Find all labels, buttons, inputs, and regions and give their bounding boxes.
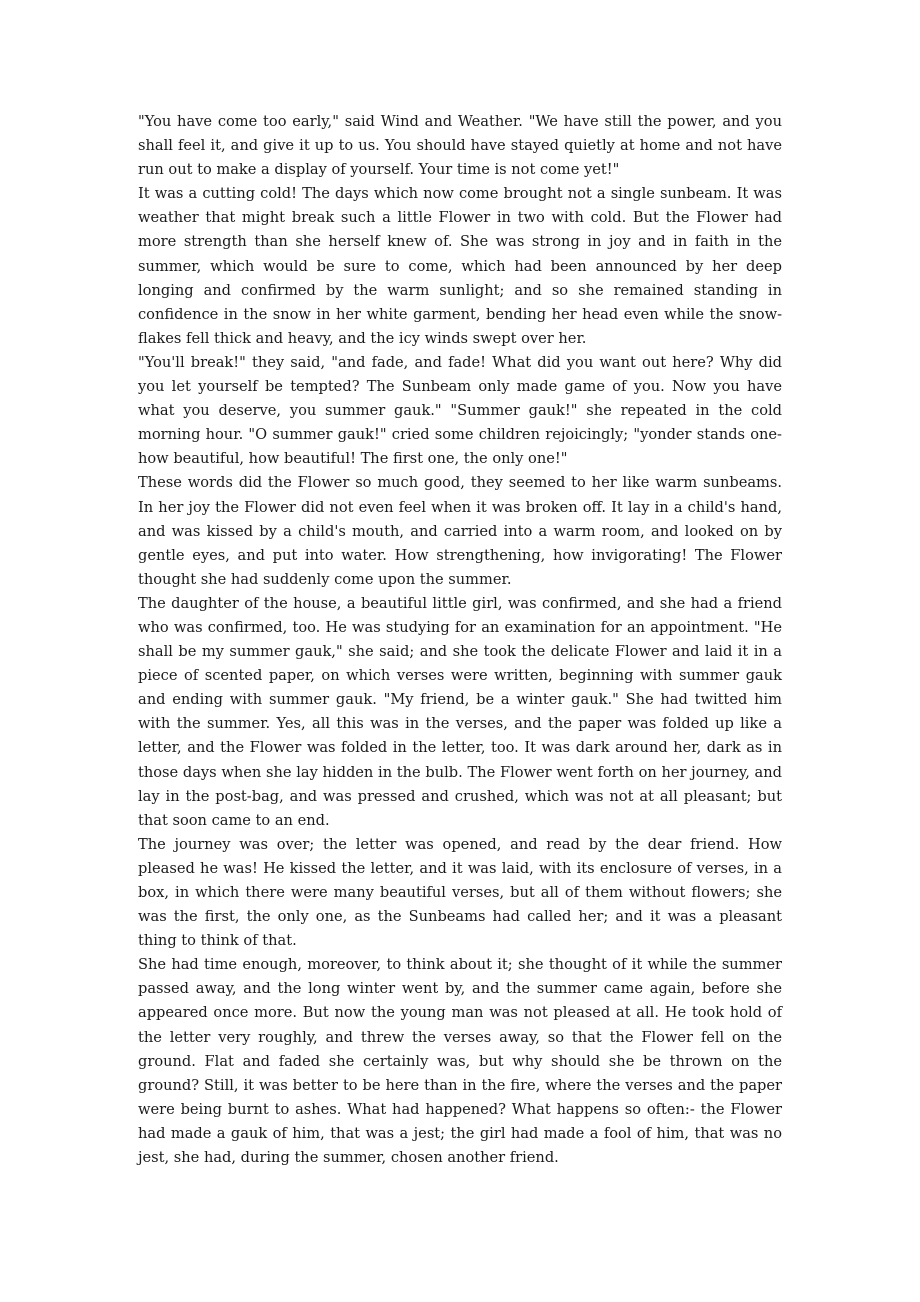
paragraph-youll-break: "You'll break!" they said, "and fade, and fade! What did you want out here? Why did you let yourself be tempted? The Sunbeam only made game of you. Now you have what you deserve, you summer gauk." "Summer gauk!" she repeated in the cold morning hour. "O summer gauk!" cried some children rejoicingly; "yonder stands one- how beautiful, how beautiful! The first one, the only one!" — [138, 353, 782, 468]
paragraph-time-enough: She had time enough, moreover, to think about it; she thought of it while the summer passed away, and the long winter went by, and the summer came again, before she appeared once more. But now the young man was not pleased at all. He took hold of the letter very roughly, and threw the verses away, so that the Flower fell on the ground. Flat and faded she certainly was, but why should she be thrown on the ground? Still, it was better to be here than in the fire, where the verses and the paper were being burnt to ashes. What had happened? What happens so often:- the Flower had made a gauk of him, that was a jest; the girl had made a fool of him, that was no jest, she had, during the summer, chosen another friend. — [138, 956, 782, 1167]
document-body — [138, 110, 782, 1170]
paragraph-daughter-of-house: The daughter of the house, a beautiful little girl, was confirmed, and she had a friend who was confirmed, too. He was studying for an examination for an appointment. "He shall be my summer gauk," she said; and she took the delicate Flower and laid it in a piece of scented paper, on which verses were written, beginning with summer gauk and ending with summer gauk. "My friend, be a winter gauk." She had twitted him with the summer. Yes, all this was in the verses, and the paper was folded up like a letter, and the Flower was folded in the letter, too. It was dark around her, dark as in those days when she lay hidden in the bulb. The Flower went forth on her journey, and lay in the post-bag, and was pressed and crushed, which was not at all pleasant; but that soon came to an end. — [138, 594, 782, 829]
paragraph-wind-and-weather: "You have come too early," said Wind and Weather. "We have still the power, and you shall feel it, and give it up to us. You should have stayed quietly at home and not have run out to make a display of yourself. Your time is not come yet!" — [138, 113, 782, 179]
paragraph-these-words: These words did the Flower so much good, they seemed to her like warm sunbeams. In her joy the Flower did not even feel when it was broken off. It lay in a child's hand, and was kissed by a child's mouth, and carried into a warm room, and looked on by gentle eyes, and put into water. How strengthening, how invigorating! The Flower thought she had suddenly come upon the summer. — [138, 474, 782, 588]
paragraph-cutting-cold: It was a cutting cold! The days which now come brought not a single sunbeam. It was weather that might break such a little Flower in two with cold. But the Flower had more strength than she herself knew of. She was strong in joy and in faith in the summer, which would be sure to come, which had been announced by her deep longing and confirmed by the warm sunlight; and so she remained standing in confidence in the snow in her white garment, bending her head even while the snow-flakes fell thick and heavy, and the icy winds swept over her. — [138, 185, 782, 347]
paragraph-journey-over: The journey was over; the letter was opened, and read by the dear friend. How pleased he was! He kissed the letter, and it was laid, with its enclosure of verses, in a box, in which there were many beautiful verses, but all of them without flowers; she was the first, the only one, as the Sunbeams had called her; and it was a pleasant thing to think of that. — [138, 835, 782, 950]
